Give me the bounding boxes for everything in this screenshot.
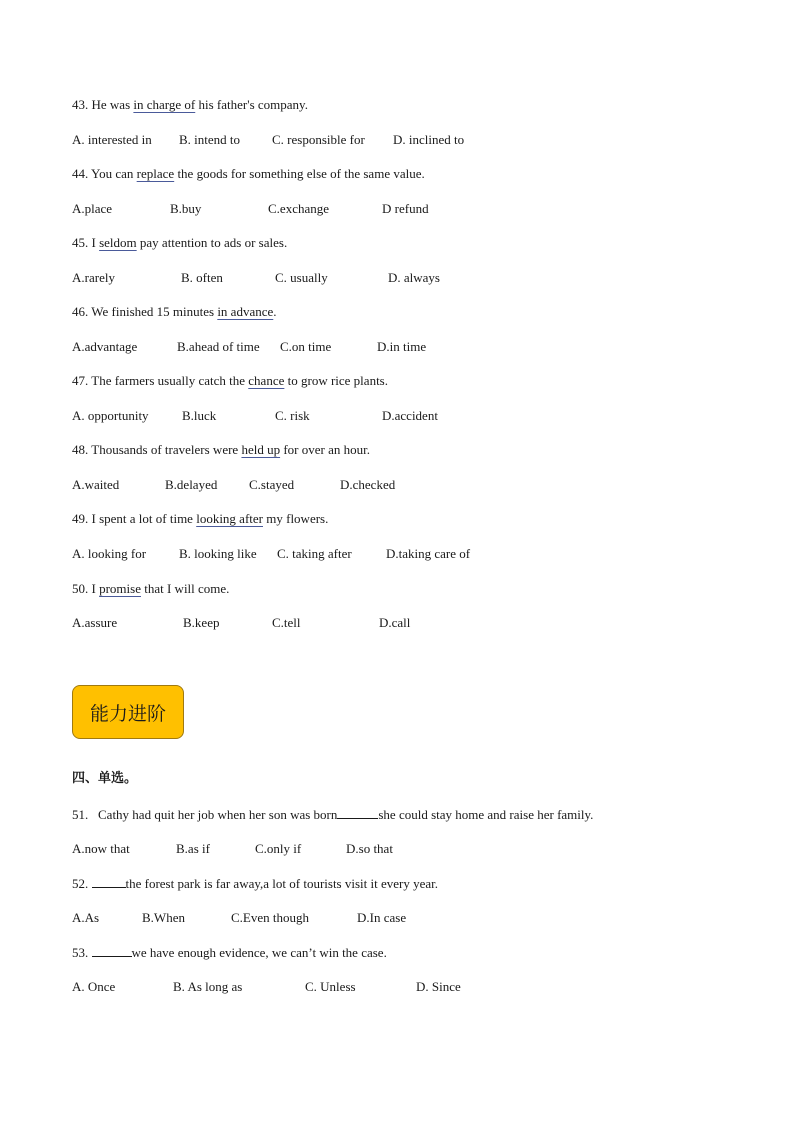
option-d[interactable]: D.call xyxy=(379,615,411,630)
question-53: 53. we have enough evidence, we can’t win the case. xyxy=(72,945,387,960)
option-b[interactable]: B.delayed xyxy=(165,477,218,492)
option-a[interactable]: A.place xyxy=(72,201,113,216)
underlined-phrase: replace xyxy=(136,166,175,181)
option-c[interactable]: C.tell xyxy=(272,615,301,630)
option-b[interactable]: B.as if xyxy=(176,841,210,856)
underlined-phrase: in charge of xyxy=(133,97,196,112)
option-a[interactable]: A.assure xyxy=(72,615,118,630)
option-b[interactable]: B.ahead of time xyxy=(177,339,260,354)
option-b[interactable]: B.When xyxy=(142,910,185,925)
answer-blank[interactable] xyxy=(337,806,378,819)
question-43: 43. He was in charge of his father's company. xyxy=(72,97,308,112)
option-a[interactable]: A.waited xyxy=(72,477,120,492)
option-d[interactable]: D. Since xyxy=(416,979,461,994)
underlined-phrase: promise xyxy=(99,581,141,596)
question-52: 52. the forest park is far away,a lot of tourists visit it every year. xyxy=(72,876,439,891)
option-a[interactable]: A. looking for xyxy=(72,546,147,561)
underlined-phrase: looking after xyxy=(196,511,263,526)
option-c[interactable]: C.on time xyxy=(280,339,332,354)
underlined-phrase: chance xyxy=(248,373,285,388)
option-c[interactable]: C. Unless xyxy=(305,979,356,994)
question-46: 46. We finished 15 minutes in advance. xyxy=(72,304,277,319)
option-d[interactable]: D.so that xyxy=(346,841,393,856)
section-badge: 能力进阶 xyxy=(72,685,184,739)
option-d[interactable]: D refund xyxy=(382,201,429,216)
option-d[interactable]: D.In case xyxy=(357,910,407,925)
option-d[interactable]: D.in time xyxy=(377,339,427,354)
question-47: 47. The farmers usually catch the chance to grow rice plants. xyxy=(72,373,388,388)
option-c[interactable]: C.exchange xyxy=(268,201,330,216)
option-b[interactable]: B. looking like xyxy=(179,546,257,561)
option-d[interactable]: D. always xyxy=(388,270,440,285)
option-d[interactable]: D.taking care of xyxy=(386,546,471,561)
question-48: 48. Thousands of travelers were held up for over an hour. xyxy=(72,442,370,457)
question-45: 45. I seldom pay attention to ads or sales. xyxy=(72,235,288,250)
option-c[interactable]: C.Even though xyxy=(231,910,309,925)
option-b[interactable]: B. often xyxy=(181,270,223,285)
option-c[interactable]: C. risk xyxy=(275,408,310,423)
option-d[interactable]: D.checked xyxy=(340,477,396,492)
option-c[interactable]: C.only if xyxy=(255,841,302,856)
option-d[interactable]: D. inclined to xyxy=(393,132,465,147)
option-a[interactable]: A. Once xyxy=(72,979,116,994)
option-c[interactable]: C. responsible for xyxy=(272,132,365,147)
answer-blank[interactable] xyxy=(92,875,126,888)
question-49: 49. I spent a lot of time looking after my flowers. xyxy=(72,511,329,526)
option-d[interactable]: D.accident xyxy=(382,408,438,423)
option-b[interactable]: B.keep xyxy=(183,615,220,630)
option-b[interactable]: B. As long as xyxy=(173,979,243,994)
option-b[interactable]: B. intend to xyxy=(179,132,241,147)
option-a[interactable]: A. interested in xyxy=(72,132,152,147)
underlined-phrase: seldom xyxy=(99,235,137,250)
option-c[interactable]: C. taking after xyxy=(277,546,352,561)
option-a[interactable]: A.rarely xyxy=(72,270,115,285)
underlined-phrase: in advance xyxy=(217,304,274,319)
option-a[interactable]: A.now that xyxy=(72,841,130,856)
option-a[interactable]: A.As xyxy=(72,910,100,925)
option-b[interactable]: B.buy xyxy=(170,201,202,216)
option-a[interactable]: A.advantage xyxy=(72,339,138,354)
question-50: 50. I promise that I will come. xyxy=(72,581,230,596)
option-c[interactable]: C. usually xyxy=(275,270,328,285)
option-a[interactable]: A. opportunity xyxy=(72,408,149,423)
question-51: 51. Cathy had quit her job when her son was born she could stay home and raise her family. xyxy=(72,807,594,822)
option-b[interactable]: B.luck xyxy=(182,408,217,423)
answer-blank[interactable] xyxy=(92,944,132,957)
section-title: 四、单选。 xyxy=(72,771,138,786)
question-44: 44. You can replace the goods for something else of the same value. xyxy=(72,166,425,181)
option-c[interactable]: C.stayed xyxy=(249,477,295,492)
underlined-phrase: held up xyxy=(241,442,281,457)
